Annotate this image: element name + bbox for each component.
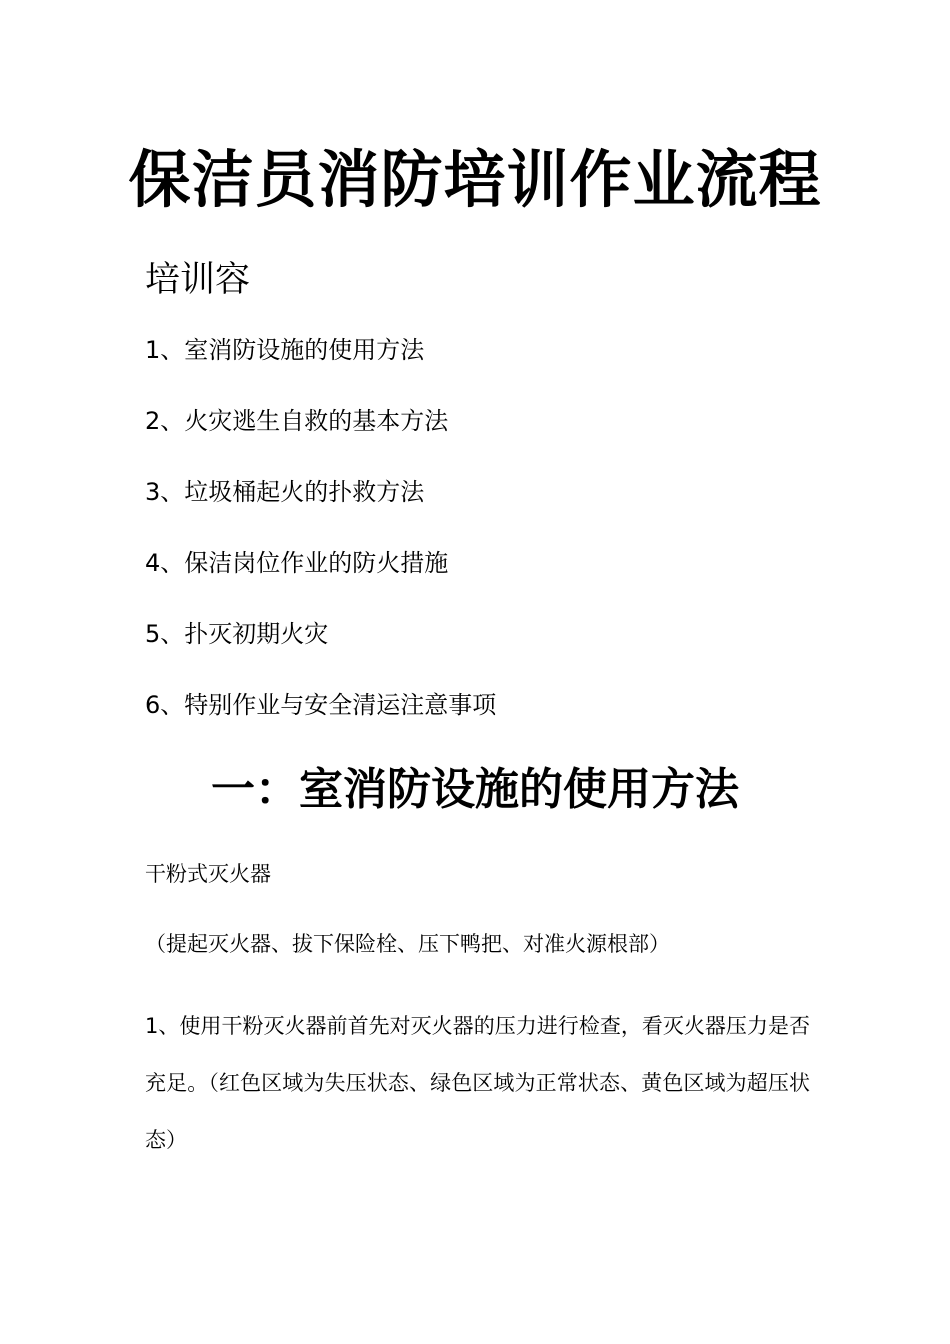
usage-steps-note: （提起灭火器、拔下保险栓、压下鸭把、对准火源根部） — [145, 932, 670, 956]
body-paragraph: 1、使用干粉灭火器前首先对灭火器的压力进行检查，看灭火器压力是否充足。（红色区域为失压状态、绿色区域为正常状态、黄色区域为超压状态） — [145, 1014, 810, 1152]
section-heading: 一：室消防设施的使用方法 — [211, 764, 739, 815]
list-item: 3、垃圾桶起火的扑救方法 — [145, 478, 425, 506]
list-item: 1、室消防设施的使用方法 — [145, 336, 425, 364]
extinguisher-type-label: 干粉式灭火器 — [145, 862, 271, 886]
training-content-list — [145, 330, 496, 756]
document-title: 保洁员消防培训作业流程 — [128, 143, 822, 216]
list-item: 2、火灾逃生自救的基本方法 — [145, 407, 449, 435]
list-item: 4、保洁岗位作业的防火措施 — [145, 549, 449, 577]
list-item: 6、特别作业与安全清运注意事项 — [145, 691, 497, 719]
training-content-label: 培训容 — [145, 260, 251, 300]
list-item: 5、扑灭初期火灾 — [145, 620, 329, 648]
